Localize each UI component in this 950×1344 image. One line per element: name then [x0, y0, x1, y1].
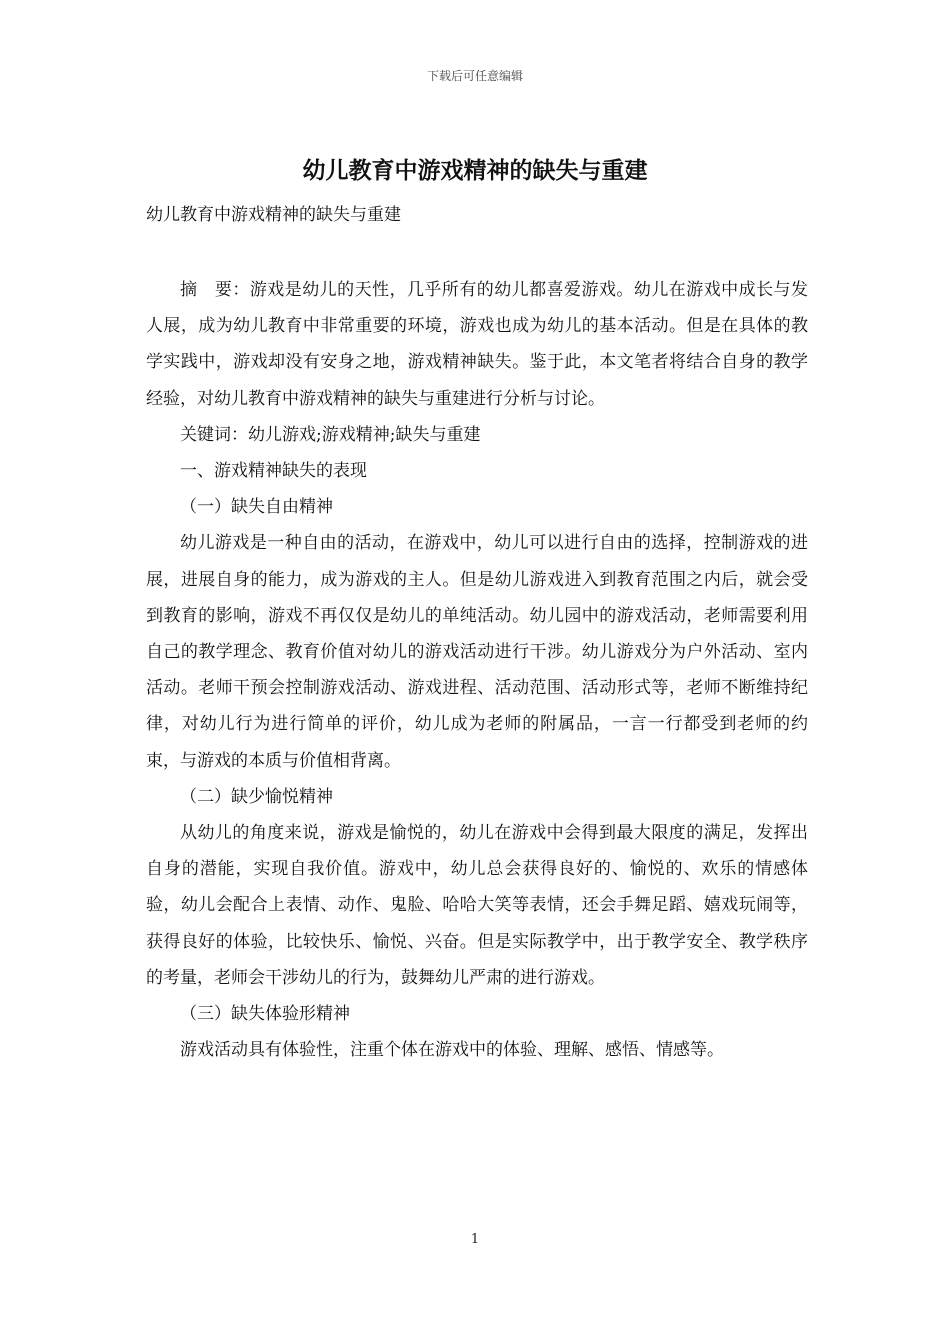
document-body	[146, 272, 808, 1068]
abstract-paragraph: 摘 要：游戏是幼儿的天性，几乎所有的幼儿都喜爱游戏。幼儿在游戏中成长与发人展，成为幼儿教育中非常重要的环境，游戏也成为幼儿的基本活动。但是在具体的教学实践中，游戏却没有安身之地，游戏精神缺失。鉴于此，本文笔者将结合自身的教学经验，对幼儿教育中游戏精神的缺失与重建进行分析与讨论。	[146, 280, 808, 409]
page-number: 1	[470, 1232, 480, 1247]
document-title: 幼儿教育中游戏精神的缺失与重建	[302, 157, 648, 184]
section-heading: 一、游戏精神缺失的表现	[180, 461, 367, 482]
body-paragraph: 从幼儿的角度来说，游戏是愉悦的，幼儿在游戏中会得到最大限度的满足，发挥出自身的潜能，实现自我价值。游戏中，幼儿总会获得良好的、愉悦的、欢乐的情感体验，幼儿会配合上表情、动作、鬼脸、哈哈大笑等表情，还会手舞足蹈、嬉戏玩闹等，获得良好的体验，比较快乐、愉悦、兴奋。但是实际教学中，出于教学安全、教学秩序的考量，老师会干涉幼儿的行为，鼓舞幼儿严肃的进行游戏。	[146, 823, 808, 988]
document-subtitle: 幼儿教育中游戏精神的缺失与重建	[146, 205, 401, 225]
body-paragraph: 游戏活动具有体验性，注重个体在游戏中的体验、理解、感悟、情感等。	[180, 1040, 724, 1061]
subsection-heading: （一）缺失自由精神	[180, 497, 333, 518]
keywords-line: 关键词：幼儿游戏;游戏精神;缺失与重建	[180, 424, 481, 445]
body-paragraph: 幼儿游戏是一种自由的活动，在游戏中，幼儿可以进行自由的选择，控制游戏的进展，进展自身的能力，成为游戏的主人。但是幼儿游戏进入到教育范围之内后，就会受到教育的影响，游戏不再仅仅是幼儿的单纯活动。幼儿园中的游戏活动，老师需要利用自己的教学理念、教育价值对幼儿的游戏活动进行干涉。幼儿游戏分为户外活动、室内活动。老师干预会控制游戏活动、游戏进程、活动范围、活动形式等，老师不断维持纪律，对幼儿行为进行简单的评价，幼儿成为老师的附属品，一言一行都受到老师的约束，与游戏的本质与价值相背离。	[146, 533, 808, 771]
subsection-heading: （三）缺失体验形精神	[180, 1004, 350, 1025]
page-header: 下载后可任意编辑	[426, 69, 523, 83]
subsection-heading: （二）缺少愉悦精神	[180, 786, 333, 807]
